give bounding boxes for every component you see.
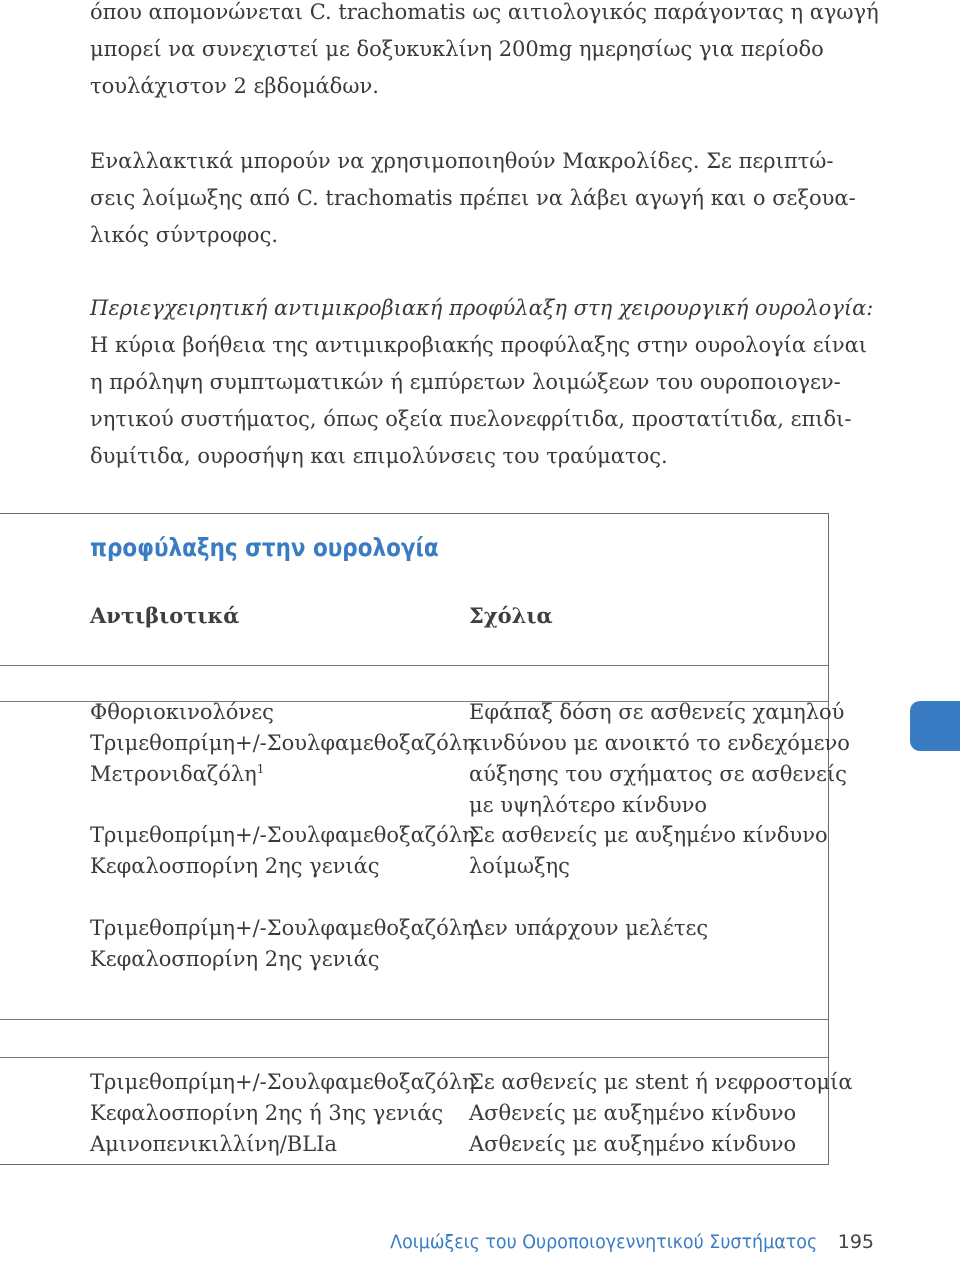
antibiotic-item: Αμινοπενικιλλίνη/BLIa <box>90 1132 337 1156</box>
chapter-tab-marker <box>910 701 960 751</box>
comments-cell-group1 <box>469 697 850 821</box>
section-heading: Περιεγχειρητική αντιμικροβιακή προφύλαξη στη χειρουργική ουρολογία: <box>90 296 874 320</box>
comment-line: Ασθενείς με αυξημένο κίνδυνο <box>469 1132 797 1156</box>
antibiotics-cell-group1 <box>90 697 475 790</box>
antibiotic-item: Τριμεθοπρίμη+/-Σουλφαμεθοξαζόλη <box>90 916 475 940</box>
antibiotic-item: Κεφαλοσπορίνη 2ης γενιάς <box>90 947 380 971</box>
antibiotic-item: Κεφαλοσπορίνη 2ης ή 3ης γενιάς <box>90 1101 444 1125</box>
antibiotic-name: Μετρονιδαζόλη <box>90 762 257 786</box>
antibiotic-item: Τριμεθοπρίμη+/-Σουλφαμεθοξαζόλη <box>90 1070 475 1094</box>
text-line: Εναλλακτικά μπορούν να χρησιμοποιηθούν Μακρολίδες. Σε περιπτώ- <box>90 149 834 173</box>
table-divider <box>0 1019 828 1020</box>
text-line: λικός σύντροφος. <box>90 223 279 247</box>
comments-cell-group4 <box>469 1067 853 1160</box>
comment-line: κινδύνου με ανοικτό το ενδεχόμενο <box>469 731 850 755</box>
antibiotic-item: Κεφαλοσπορίνη 2ης γενιάς <box>90 854 380 878</box>
text-line: τουλάχιστον 2 εβδομάδων. <box>90 74 379 98</box>
text-line: σεις λοίμωξης από C. trachomatis πρέπει να λάβει αγωγή και ο σεξουα- <box>90 186 856 210</box>
antibiotics-cell-group3 <box>90 913 475 975</box>
table-title: προφύλαξης στην ουρολογία <box>90 533 439 562</box>
body-paragraph-2 <box>90 143 856 254</box>
text-line: δυμίτιδα, ουροσήψη και επιμολύνσεις του τραύματος. <box>90 444 668 468</box>
table-divider <box>0 1057 828 1058</box>
text-line: η πρόληψη συμπτωματικών ή εμπύρετων λοιμώξεων του ουροποιογεν- <box>90 370 841 394</box>
footnote-marker: 1 <box>256 762 265 776</box>
column-header-comments: Σχόλια <box>469 603 553 628</box>
antibiotics-cell-group2 <box>90 820 475 882</box>
comment-line: Σε ασθενείς με stent ή νεφροστομία <box>469 1070 853 1094</box>
comments-cell-group3 <box>469 913 708 944</box>
body-paragraph-3 <box>90 290 874 475</box>
comment-line: λοίμωξης <box>469 854 570 878</box>
running-footer-title: Λοιμώξεις του Ουροποιογεννητικού Συστήματος <box>390 1231 818 1253</box>
comment-line: Εφάπαξ δόση σε ασθενείς χαμηλού <box>469 700 845 724</box>
page-number: 195 <box>837 1231 874 1253</box>
table-divider <box>0 665 828 666</box>
antibiotics-cell-group4 <box>90 1067 475 1160</box>
text-line: Η κύρια βοήθεια της αντιμικροβιακής προφύλαξης στην ουρολογία είναι <box>90 333 868 357</box>
comment-line: αύξησης του σχήματος σε ασθενείς <box>469 762 847 786</box>
comment-line: Ασθενείς με αυξημένο κίνδυνο <box>469 1101 797 1125</box>
comments-cell-group2 <box>469 820 828 882</box>
text-line: νητικού συστήματος, όπως οξεία πυελονεφρίτιδα, προστατίτιδα, επιδι- <box>90 407 852 431</box>
column-header-antibiotics: Αντιβιοτικά <box>90 603 240 628</box>
antibiotic-item: Τριμεθοπρίμη+/-Σουλφαμεθοξαζόλη <box>90 823 475 847</box>
comment-line: Δεν υπάρχουν μελέτες <box>469 916 709 940</box>
comment-line: με υψηλότερο κίνδυνο <box>469 793 708 817</box>
antibiotic-item: Φθοριοκινολόνες <box>90 700 274 724</box>
text-line: μπορεί να συνεχιστεί με δοξυκυκλίνη 200mg ημερησίως για περίοδο <box>90 37 824 61</box>
antibiotic-item: Τριμεθοπρίμη+/-Σουλφαμεθοξαζόλη <box>90 731 475 755</box>
page-footer <box>353 1231 874 1253</box>
comment-line: Σε ασθενείς με αυξημένο κίνδυνο <box>469 823 828 847</box>
body-paragraph-1 <box>90 0 879 105</box>
antibiotic-item <box>90 759 475 790</box>
text-line: όπου απομονώνεται C. trachomatis ως αιτιολογικός παράγοντας η αγωγή <box>90 0 879 24</box>
